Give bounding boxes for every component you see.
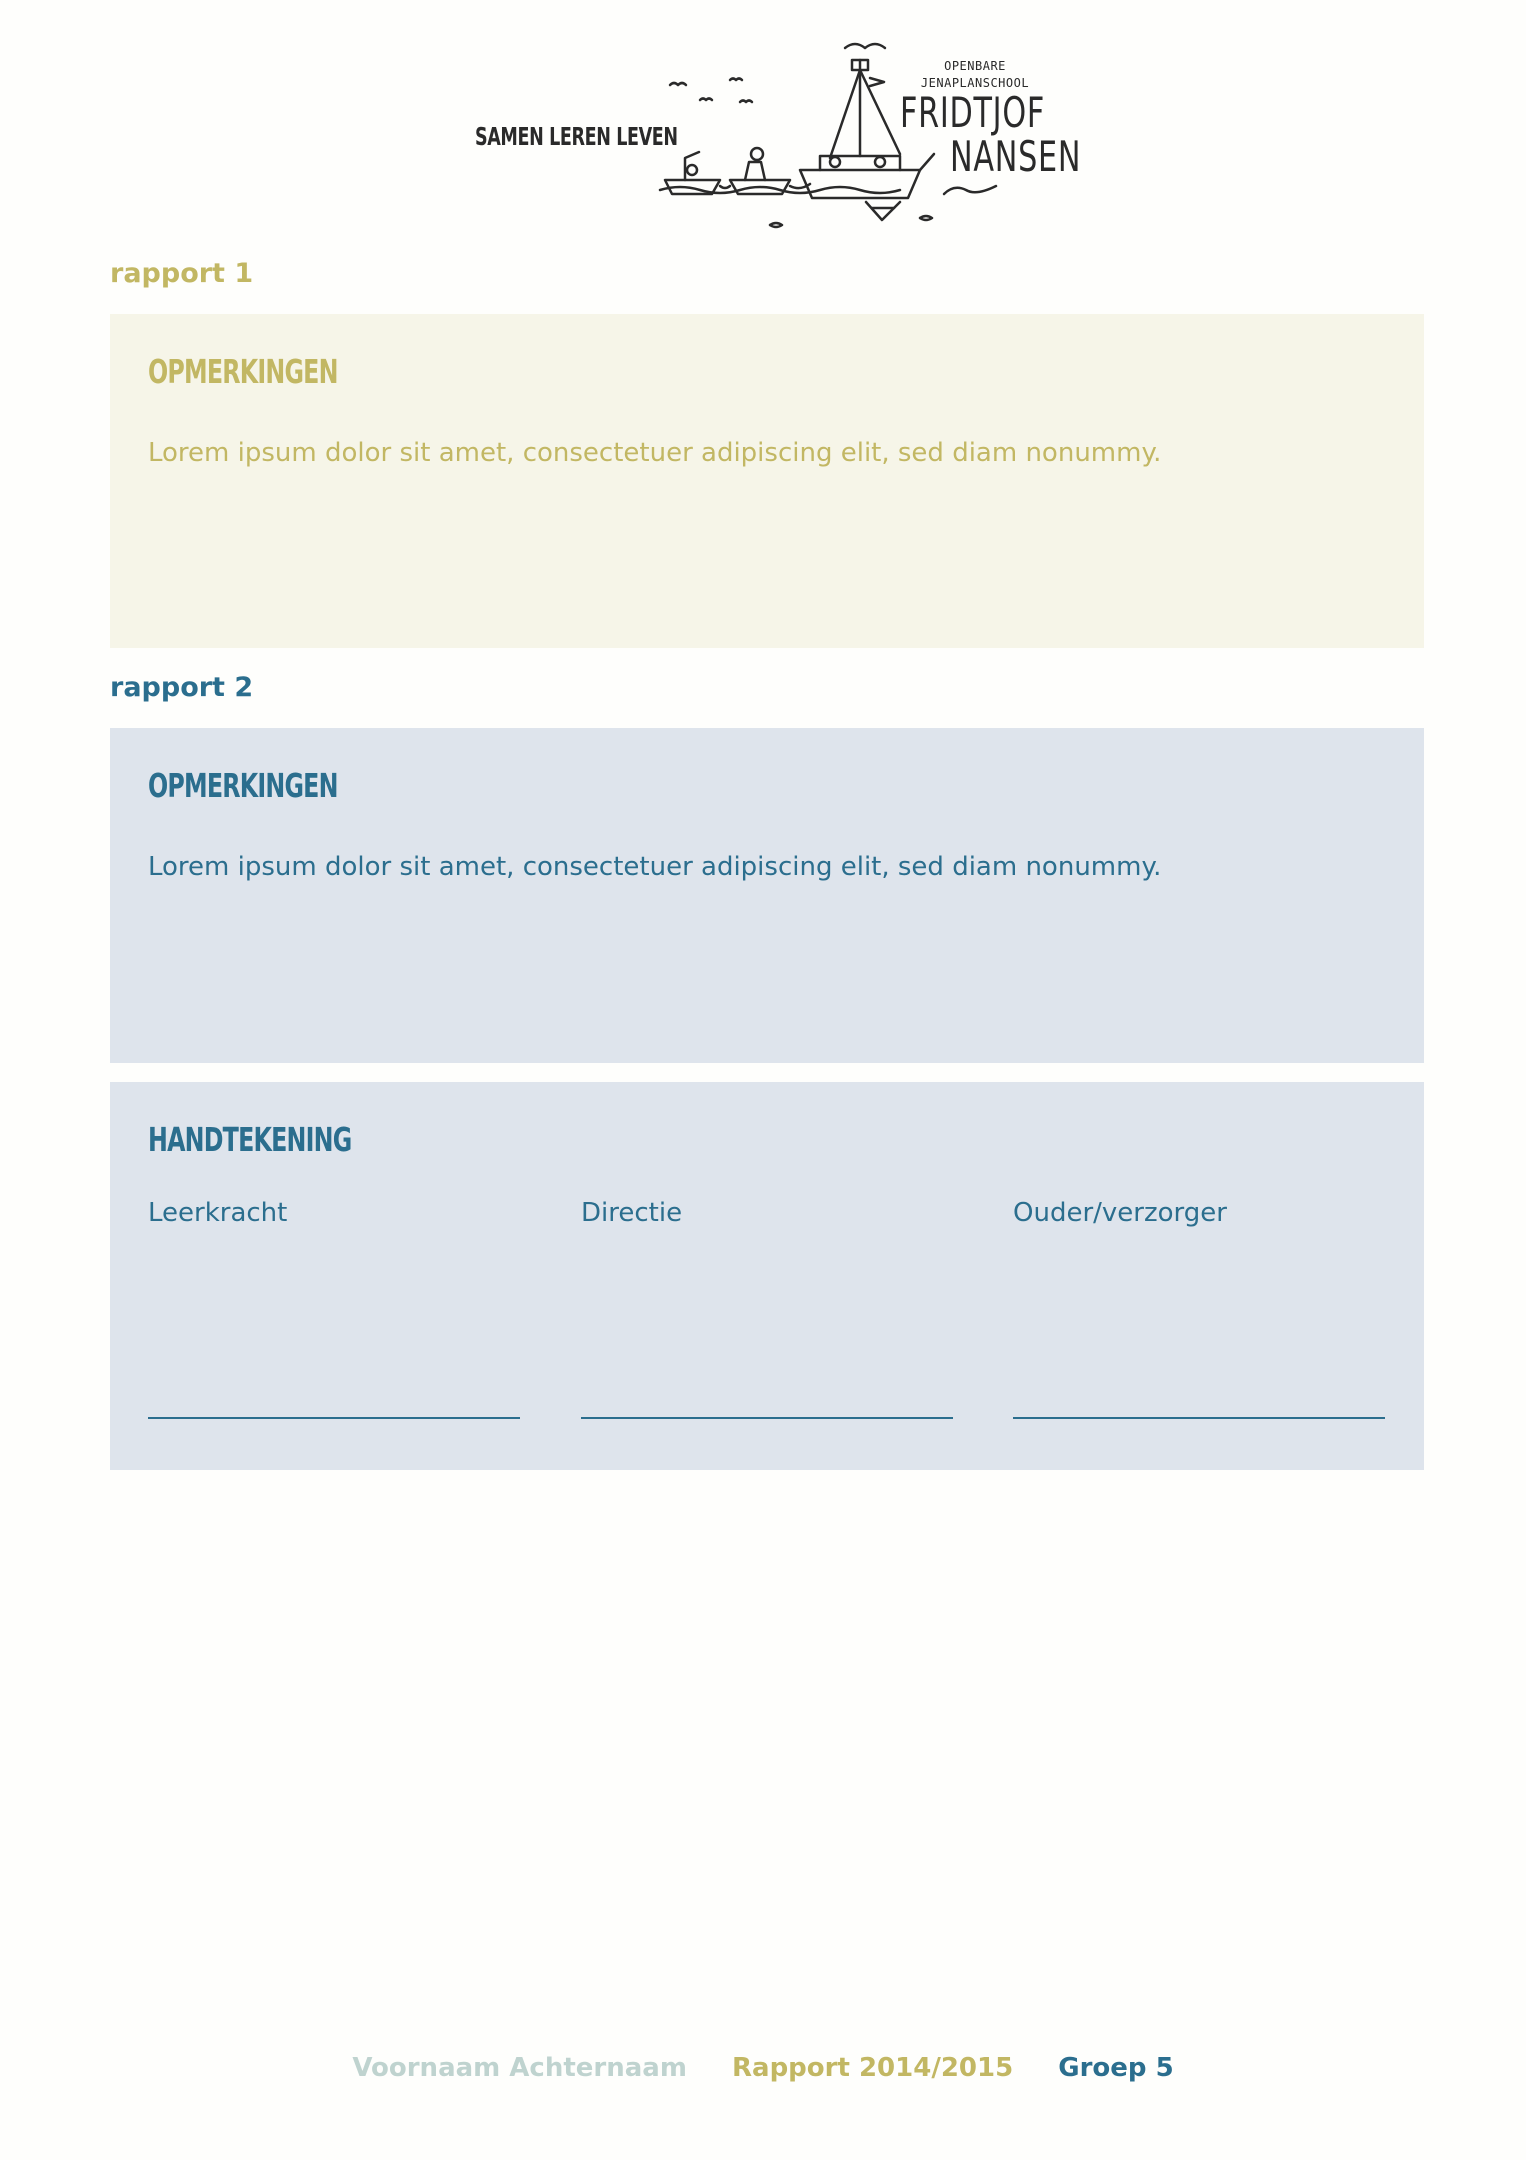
rapport-2-panel [110, 728, 1424, 1063]
school-name-line2: NANSEN [950, 132, 1082, 181]
signature-heading: HANDTEKENING [148, 1120, 352, 1159]
rapport-1-text: Lorem ipsum dolor sit amet, consectetuer adipiscing elit, sed diam nonummy. [148, 438, 1162, 468]
rapport-1-heading: OPMERKINGEN [148, 352, 338, 391]
signature-label: Ouder/verzorger [1013, 1198, 1227, 1228]
footer-student-name: Voornaam Achternaam [352, 2053, 687, 2083]
signature-ouder-verzorger [1013, 1198, 1385, 1448]
signature-leerkracht [148, 1198, 520, 1448]
school-kind-line1: OPENBARE [944, 59, 1006, 73]
swirl-icon [940, 180, 1000, 200]
rapport-1-label: rapport 1 [110, 258, 254, 289]
rapport-2-label: rapport 2 [110, 672, 254, 703]
school-name-line1: FRIDTJOF [900, 88, 1045, 137]
signature-directie [581, 1198, 953, 1448]
signature-line [1013, 1417, 1385, 1419]
rapport-2-text: Lorem ipsum dolor sit amet, consectetuer adipiscing elit, sed diam nonummy. [148, 852, 1162, 882]
signature-line [581, 1417, 953, 1419]
signature-label: Leerkracht [148, 1198, 288, 1228]
signature-panel [110, 1082, 1424, 1470]
signature-label: Directie [581, 1198, 683, 1228]
school-kind [890, 58, 1060, 92]
rapport-2-heading: OPMERKINGEN [148, 766, 338, 805]
footer-group: Groep 5 [1058, 2053, 1174, 2083]
school-kind-line2: JENAPLANSCHOOL [920, 76, 1030, 90]
page-footer [0, 2053, 1526, 2083]
motto: SAMEN LEREN LEVEN [475, 122, 678, 151]
rapport-1-panel [110, 314, 1424, 648]
school-logo [470, 30, 1082, 245]
footer-report-year: Rapport 2014/2015 [732, 2053, 1014, 2083]
signature-line [148, 1417, 520, 1419]
